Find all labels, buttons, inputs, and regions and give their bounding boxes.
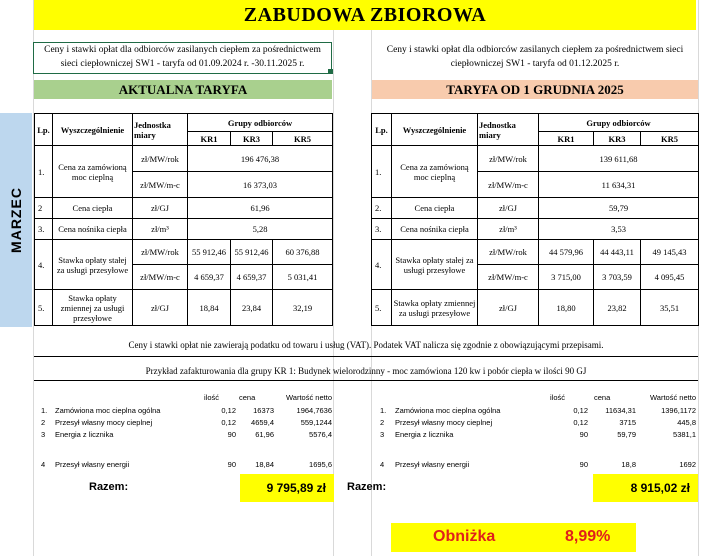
row-value: 3,53 — [539, 219, 699, 240]
current-total-label: Razem: — [89, 481, 129, 493]
divider — [34, 380, 698, 381]
row-value: 196 476,38 — [188, 146, 333, 172]
row-unit: zł/m³ — [133, 219, 188, 240]
calc-row-price: 4659,4 — [251, 418, 274, 427]
row-value: 11 634,31 — [539, 172, 699, 198]
row-name: Cena nośnika ciepła — [392, 219, 478, 240]
header-cena: cena — [239, 393, 256, 402]
calc-row-quantity: 90 — [227, 460, 236, 469]
calc-row-name: Zamówiona moc cieplna ogólna — [55, 406, 161, 415]
reduction-label: Obniżka — [433, 528, 496, 545]
col-kr3: KR3 — [231, 132, 273, 146]
divider — [34, 356, 698, 357]
col-name: Wyszczególnienie — [53, 114, 133, 146]
new-total-value: 8 915,02 zł — [593, 474, 698, 502]
calc-row-quantity: 0,12 — [221, 418, 236, 427]
header-cena: cena — [594, 393, 611, 402]
calc-row-price: 3715 — [619, 418, 636, 427]
row-kr1: 18,80 — [539, 290, 594, 326]
calc-row-number: 2 — [380, 418, 385, 427]
row-unit: zł/GJ — [478, 290, 539, 326]
row-kr3: 55 912,46 — [231, 240, 273, 265]
calc-row-price: 61,96 — [255, 430, 274, 439]
new-description-line1: Ceny i stawki opłat dla odbiorców zasilanych ciepłem za pośrednictwem sieci — [386, 45, 684, 55]
row-unit: zł/MW/rok — [478, 240, 539, 265]
calc-row-name: Energia z licznika — [55, 430, 114, 439]
row-lp: 1. — [35, 146, 53, 198]
col-unit: Jednostka miary — [478, 114, 539, 146]
calc-row-number: 3 — [41, 430, 46, 439]
row-value: 61,96 — [188, 198, 333, 219]
row-unit: zł/MW/rok — [133, 240, 188, 265]
row-kr3: 23,82 — [594, 290, 641, 326]
calc-row-name: Przesył własny energii — [395, 460, 470, 469]
calc-row-number: 4 — [380, 460, 385, 469]
new-tariff-description — [372, 43, 698, 73]
row-unit: zł/MW/m-c — [133, 265, 188, 290]
gridline — [333, 0, 334, 556]
example-description: Przykład zafakturowania dla grupy KR 1: Budynek wielorodzinny - moc zamówiona 120 kw i pobór ciepła w ilości 90 GJ — [145, 366, 587, 376]
calc-row-price: 59,79 — [617, 430, 636, 439]
row-kr3: 3 703,59 — [594, 265, 641, 290]
col-kr1: KR1 — [539, 132, 594, 146]
calc-row-name: Energia z licznika — [395, 430, 454, 439]
col-kr5: KR5 — [273, 132, 333, 146]
calc-row-value: 445,8 — [677, 418, 696, 427]
calc-row-price: 11634,31 — [605, 406, 636, 415]
header-wartosc: Wartość netto — [286, 393, 332, 402]
row-value: 16 373,03 — [188, 172, 333, 198]
calc-row-quantity: 90 — [227, 430, 236, 439]
row-unit: zł/MW/rok — [133, 146, 188, 172]
row-kr5: 5 031,41 — [273, 265, 333, 290]
row-lp: 4. — [35, 240, 53, 290]
col-name: Wyszczególnienie — [392, 114, 478, 146]
page-title: ZABUDOWA ZBIOROWA — [34, 0, 696, 30]
calc-row-quantity: 0,12 — [221, 406, 236, 415]
vat-note: Ceny i stawki opłat nie zawierają podatku od towaru i usług (VAT). Podatek VAT nalicza się zgodnie z obowiązującymi przepisami. — [128, 340, 604, 350]
calc-row-number: 1. — [41, 406, 48, 415]
row-lp: 3. — [372, 219, 392, 240]
calc-row-price: 18,84 — [255, 460, 274, 469]
row-lp: 1. — [372, 146, 392, 198]
row-unit: zł/GJ — [478, 198, 539, 219]
col-groups: Grupy odbiorców — [188, 114, 333, 132]
row-kr3: 44 443,11 — [594, 240, 641, 265]
current-description-line1: Ceny i stawki opłat dla odbiorców zasilanych ciepłem za pośrednictwem — [44, 45, 321, 55]
calc-row-number: 1. — [380, 406, 387, 415]
new-total-label: Razem: — [347, 481, 387, 493]
row-unit: zł/m³ — [478, 219, 539, 240]
row-kr1: 3 715,00 — [539, 265, 594, 290]
row-name: Stawka opłaty zmiennej za usługi przesyłowe — [53, 290, 133, 326]
row-lp: 4. — [372, 240, 392, 290]
row-name: Cena za zamówioną moc cieplną — [392, 146, 478, 198]
col-kr1: KR1 — [188, 132, 231, 146]
row-kr1: 55 912,46 — [188, 240, 231, 265]
calc-row-price: 16373 — [253, 406, 274, 415]
col-lp: Lp. — [372, 114, 392, 146]
new-tariff-header: TARYFA OD 1 GRUDNIA 2025 — [372, 80, 698, 99]
calc-row-value: 1692 — [679, 460, 696, 469]
current-calculation — [34, 392, 334, 472]
calc-row-quantity: 0,12 — [573, 406, 588, 415]
col-lp: Lp. — [35, 114, 53, 146]
row-lp: 2. — [372, 198, 392, 219]
calc-row-name: Przesył własny mocy cieplnej — [395, 418, 493, 427]
row-unit: zł/MW/rok — [478, 146, 539, 172]
row-kr3: 23,84 — [231, 290, 273, 326]
calc-row-number: 3 — [380, 430, 385, 439]
row-name: Cena nośnika ciepła — [53, 219, 133, 240]
calc-row-number: 2 — [41, 418, 46, 427]
row-name: Stawka opłaty zmiennej za usługi przesyłowe — [392, 290, 478, 326]
calc-row-value: 1695,6 — [309, 460, 332, 469]
row-name: Cena ciepła — [392, 198, 478, 219]
calc-row-value: 5381,1 — [673, 430, 696, 439]
reduction-box — [391, 523, 636, 552]
month-side-label — [0, 113, 32, 327]
calc-row-number: 4 — [41, 460, 46, 469]
current-total-value: 9 795,89 zł — [240, 474, 334, 502]
row-kr5: 49 145,43 — [641, 240, 699, 265]
col-groups: Grupy odbiorców — [539, 114, 699, 132]
calc-row-quantity: 90 — [579, 430, 588, 439]
row-unit: zł/GJ — [133, 198, 188, 219]
row-value: 59,79 — [539, 198, 699, 219]
header-wartosc: Wartość netto — [650, 393, 696, 402]
row-kr3: 4 659,37 — [231, 265, 273, 290]
row-name: Stawka opłaty stałej za usługi przesyłowe — [392, 240, 478, 290]
calc-row-name: Zamówiona moc cieplna ogólna — [395, 406, 501, 415]
row-kr5: 4 095,45 — [641, 265, 699, 290]
calc-row-name: Przesył własny energii — [55, 460, 130, 469]
calc-row-value: 1964,7636 — [296, 406, 332, 415]
row-name: Stawka opłaty stałej za usługi przesyłowe — [53, 240, 133, 290]
row-unit: zł/MW/m-c — [478, 265, 539, 290]
new-calculation — [372, 392, 698, 472]
row-kr5: 32,19 — [273, 290, 333, 326]
row-lp: 5. — [35, 290, 53, 326]
header-ilosc: ilość — [204, 393, 220, 402]
row-value: 139 611,68 — [539, 146, 699, 172]
col-unit: Jednostka miary — [133, 114, 188, 146]
col-kr3: KR3 — [594, 132, 641, 146]
month-label: MARZEC — [8, 187, 25, 253]
row-lp: 2 — [35, 198, 53, 219]
row-name: Cena za zamówioną moc cieplną — [53, 146, 133, 198]
row-unit: zł/MW/m-c — [478, 172, 539, 198]
row-unit: zł/MW/m-c — [133, 172, 188, 198]
calc-row-value: 1396,1172 — [661, 406, 696, 415]
calc-row-name: Przesył własny mocy cieplnej — [55, 418, 153, 427]
row-kr5: 60 376,88 — [273, 240, 333, 265]
calc-row-value: 5576,4 — [309, 430, 332, 439]
current-description-line2: sieci ciepłowniczej SW1 - taryfa od 01.09.2024 r. -30.11.2025 r. — [60, 59, 305, 69]
calc-row-value: 559,1244 — [300, 418, 332, 427]
calc-row-price: 18,8 — [621, 460, 636, 469]
row-kr1: 4 659,37 — [188, 265, 231, 290]
new-tariff-table — [371, 113, 699, 326]
col-kr5: KR5 — [641, 132, 699, 146]
header-ilosc: ilość — [550, 393, 566, 402]
current-tariff-description[interactable] — [33, 42, 332, 74]
row-value: 5,28 — [188, 219, 333, 240]
current-tariff-header: AKTUALNA TARYFA — [34, 80, 332, 99]
row-name: Cena ciepła — [53, 198, 133, 219]
row-kr5: 35,51 — [641, 290, 699, 326]
current-tariff-table — [34, 113, 333, 326]
row-kr1: 18,84 — [188, 290, 231, 326]
selection-handle[interactable] — [328, 69, 333, 74]
row-lp: 3. — [35, 219, 53, 240]
calc-row-quantity: 90 — [579, 460, 588, 469]
new-description-line2: ciepłowniczej SW1 - taryfa od 01.12.2025 r. — [450, 59, 620, 69]
row-unit: zł/GJ — [133, 290, 188, 326]
reduction-value: 8,99% — [565, 528, 611, 545]
row-kr1: 44 579,96 — [539, 240, 594, 265]
calc-row-quantity: 0,12 — [573, 418, 588, 427]
row-lp: 5. — [372, 290, 392, 326]
